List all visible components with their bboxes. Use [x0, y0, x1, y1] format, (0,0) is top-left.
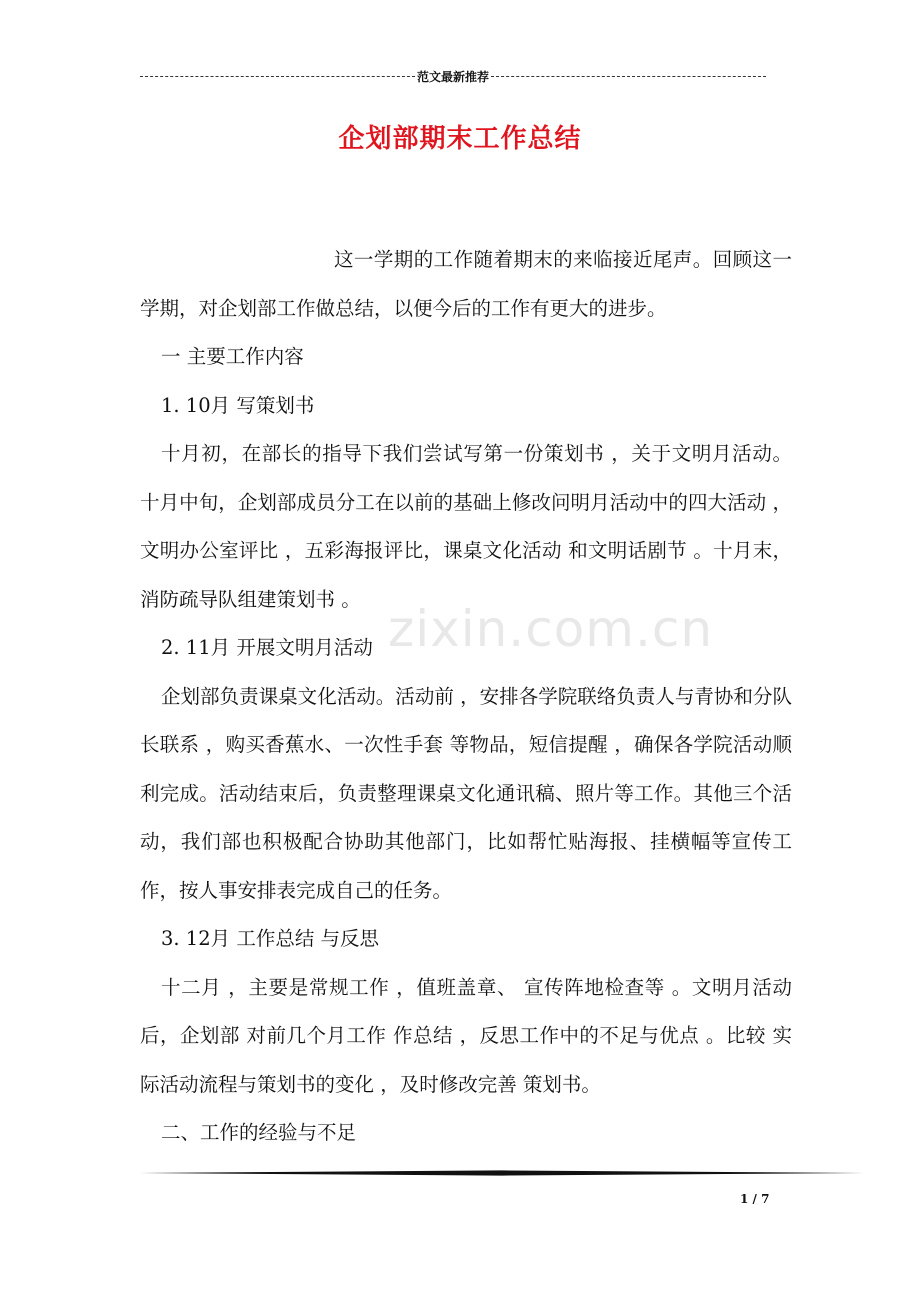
- subheading-december: 3. 12月 工作总结 与反思: [161, 927, 380, 950]
- page-number: 1 / 7: [740, 1192, 770, 1206]
- header-dash-left: [140, 76, 415, 77]
- document-title: 企划部期末工作总结: [338, 124, 582, 154]
- section-heading-1: 一 主要工作内容: [161, 345, 304, 368]
- watermark: zixin.com.cn: [388, 600, 714, 658]
- header-dash-right: [491, 76, 766, 77]
- paragraph-october: 十月初，在部长的指导下我们尝试写第一份策划书 ，关于文明月活动。 十月中旬，企划部成员分工在以前的基础上修改问明月活动中的四大活动 ，文明办公室评比 ，五彩海报评比，课桌文化活动 和文明话剧节 。十月末，消防疏导队组建策划书 。: [140, 442, 792, 611]
- paragraph-december: 十二月 ，主要是常规工作 ，值班盖章、 宣传阵地检查等 。文明月活动后，企划部 对前几个月工作 作总结 ，反思工作中的不足与优点 。比较 实际活动流程与策划书的变化 ，及时修改完善 策划书。: [140, 975, 792, 1096]
- section-heading-2: 二、工作的经验与不足: [161, 1121, 357, 1144]
- footer-rule-line: [140, 1168, 864, 1178]
- header-label: 范文最新推荐: [417, 69, 490, 84]
- header-rule: [140, 66, 766, 86]
- footer-rule: [140, 1168, 864, 1178]
- intro-paragraph: 这一学期的工作随着期末的来临接近尾声。回顾这一学期，对企划部工作做总结，以便今后的工作有更大的进步。: [140, 248, 792, 320]
- subheading-november: 2. 11月 开展文明月活动: [161, 636, 373, 659]
- paragraph-november: 企划部负责课桌文化活动。活动前 ，安排各学院联络负责人与青协和分队长联系 ，购买香蕉水、一次性手套 等物品，短信提醒 ，确保各学院活动顺利完成。活动结束后，负责整理课桌文化通讯稿、照片等工作。其他三个活动，我们部也积极配合协助其他部门，比如帮忙贴海报、挂横幅等宣传工作，按人事安排表完成自己的任务。: [140, 684, 792, 902]
- document-body: [140, 236, 792, 1158]
- subheading-october: 1. 10月 写策划书: [161, 393, 315, 417]
